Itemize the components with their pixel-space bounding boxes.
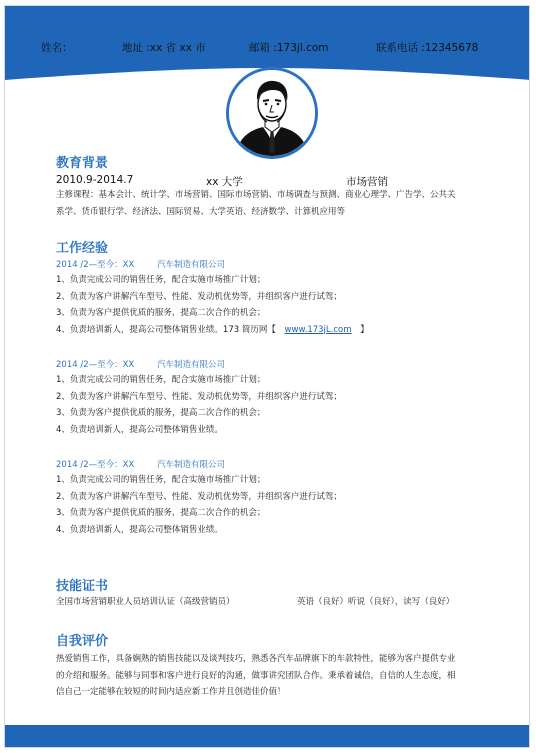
resume-page	[4, 5, 530, 748]
job-company: 汽车制造有限公司	[156, 360, 225, 370]
education-row	[56, 174, 516, 188]
self-eval-line: 的介绍和服务。能够与同事和客户进行良好的沟通，做事讲究团队合作。秉承着诚信，自信的人生态度，相	[56, 670, 456, 681]
duty-item: 4、负责培训新人，提高公司整体销售业绩。	[56, 424, 223, 435]
self-eval-text	[56, 651, 500, 701]
self-eval-title: 自我评价	[56, 634, 109, 649]
education-title: 教育背景	[56, 156, 109, 171]
duty-item: 4、负责培训新人，提高公司整体销售业绩。	[56, 524, 223, 535]
duty-item: 1、负责完成公司的销售任务，配合实施市场推广计划；	[56, 375, 266, 385]
duty-item: 2、负责为客户讲解汽车型号、性能、发动机优势等，并组织客户进行试驾；	[56, 391, 342, 402]
job-header	[56, 458, 231, 470]
education-courses	[56, 187, 500, 220]
courses-line: 主修课程：基本会计、统计学、市场营销、国际市场营销、市场调查与预测、商业心理学、广告学、公共关	[56, 190, 456, 200]
duty-item: 2、负责为客户讲解汽车型号、性能、发动机优势等，并组织客户进行试驾；	[56, 291, 342, 302]
job-company: 汽车制造有限公司	[156, 260, 225, 270]
education-school: xx 大学	[206, 176, 243, 188]
portrait-photo-icon	[229, 70, 315, 156]
job-header	[56, 258, 231, 270]
job-duties	[56, 272, 500, 338]
footer-band	[5, 725, 530, 747]
duty-item: 3、负责为客户提供优质的服务，提高二次合作的机会；	[56, 308, 266, 318]
job-header	[56, 358, 231, 370]
job-company: 汽车制造有限公司	[156, 460, 225, 470]
experience-title: 工作经验	[56, 241, 109, 256]
language-skills: 英语（良好）听说（良好），读写（良好）	[297, 597, 455, 607]
duty-item: 1、负责完成公司的销售任务，配合实施市场推广计划；	[56, 475, 266, 485]
link-bracket: 】	[360, 324, 369, 335]
duty-item: 3、负责为客户提供优质的服务，提高二次合作的机会；	[56, 508, 266, 518]
resume-site-link[interactable]: www.173jL.com	[284, 324, 352, 335]
header-contact-row	[5, 40, 530, 60]
job-duties	[56, 472, 500, 538]
education-period: 2010.9-2014.7	[56, 174, 134, 186]
courses-line: 系学、货币银行学、经济法、国际贸易、大学英语、经济数学、计算机应用等	[56, 206, 346, 217]
name-label: 姓名：	[41, 42, 73, 54]
duty-text: 4、负责培训新人，提高公司整体销售业绩。173 简历网【	[56, 324, 276, 335]
job-period: 2014 /2—至今：XX	[56, 460, 135, 470]
job-period: 2014 /2—至今：XX	[56, 360, 135, 370]
address-field: 地址 :xx 省 xx 市	[122, 42, 206, 54]
self-eval-line: 热爱销售工作，具备娴熟的销售技能以及谈判技巧，熟悉各汽车品牌旗下的车款特性，能够为客户提供专业	[56, 654, 456, 664]
job-duties	[56, 372, 500, 438]
duty-item	[56, 322, 500, 339]
education-major: 市场营销	[346, 176, 388, 188]
skills-title: 技能证书	[56, 579, 109, 594]
phone-field: 联系电话 :12345678	[376, 42, 479, 54]
job-period: 2014 /2—至今：XX	[56, 260, 135, 270]
duty-item: 3、负责为客户提供优质的服务，提高二次合作的机会；	[56, 408, 266, 418]
duty-item: 1、负责完成公司的销售任务，配合实施市场推广计划；	[56, 275, 266, 285]
duty-item: 2、负责为客户讲解汽车型号、性能、发动机优势等，并组织客户进行试驾；	[56, 491, 342, 502]
email-field: 邮箱 :173jl.com	[249, 42, 329, 54]
self-eval-line: 信自己一定能够在较短的时间内适应新工作并且创造佳价值！	[56, 687, 286, 697]
avatar	[226, 67, 318, 159]
certificate-text: 全国市场营销职业人员培训认证（高级营销员）	[56, 597, 235, 607]
